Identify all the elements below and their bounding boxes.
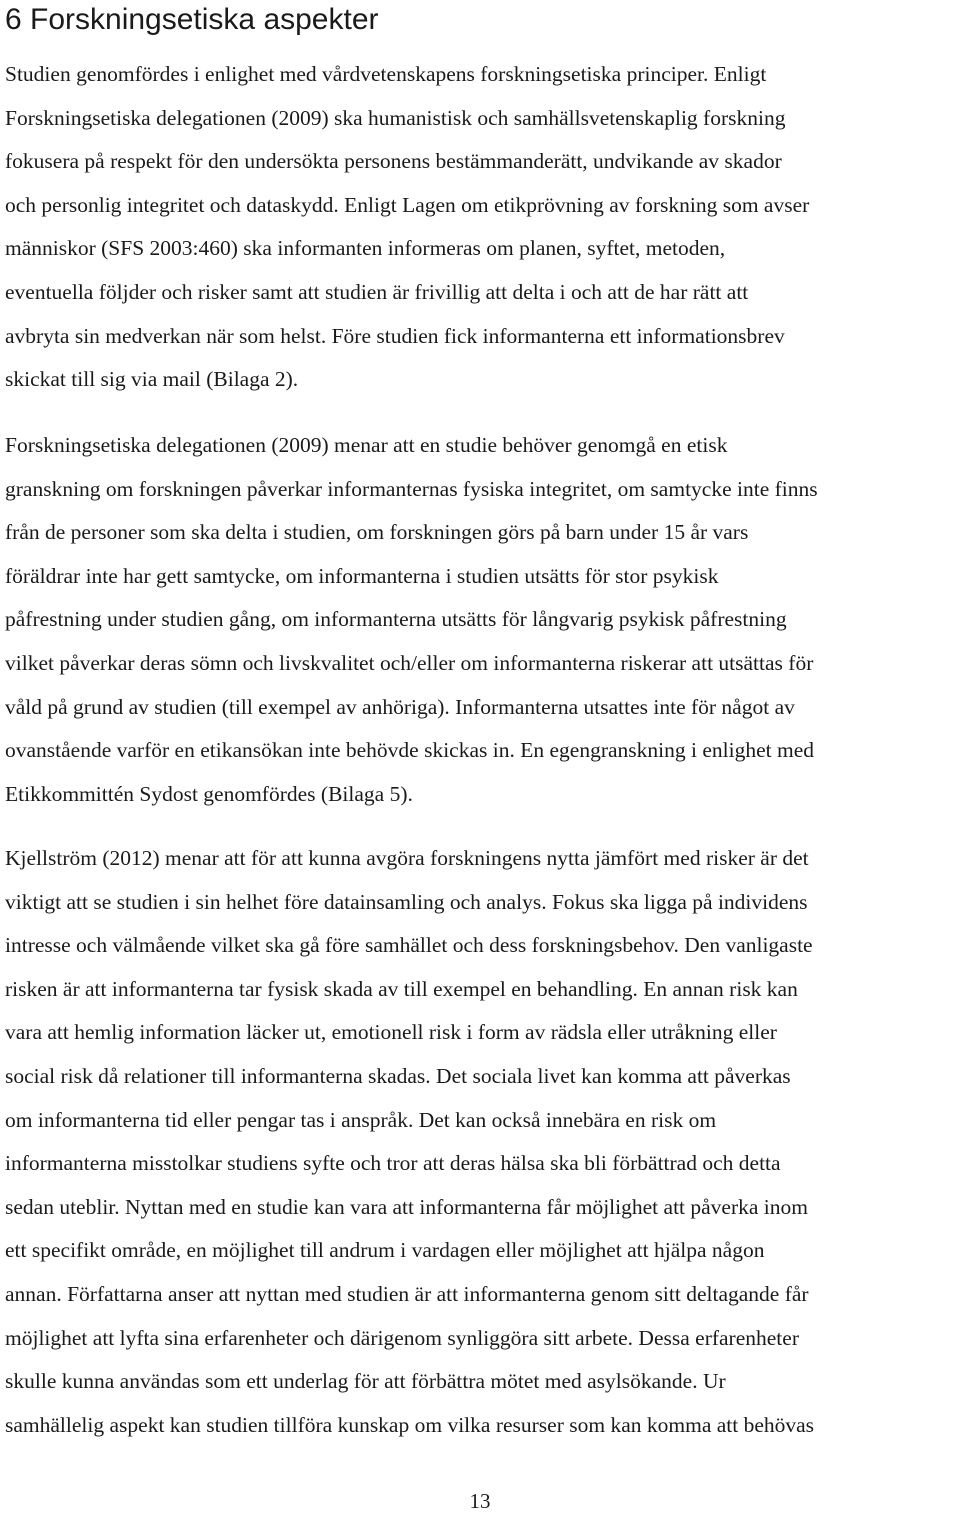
text-line: Forskningsetiska delegationen (2009) menar att en studie behöver genomgå en etisk <box>5 433 728 457</box>
text-line: avbryta sin medverkan när som helst. Före studien fick informanterna ett informationsbrev <box>5 323 785 348</box>
text-line: våld på grund av studien (till exempel av anhöriga). Informanterna utsattes inte för något av <box>5 694 795 719</box>
text-line: viktigt att se studien i sin helhet före datainsamling och analys. Fokus ska ligga på individens <box>5 889 808 914</box>
text-line: och personlig integritet och dataskydd. Enligt Lagen om etikprövning av forskning som avser <box>5 192 810 217</box>
text-line: Etikkommittén Sydost genomfördes (Bilaga 5). <box>5 781 413 806</box>
text-line: ovanstående varför en etikansökan inte behövde skickas in. En egengranskning i enlighet med <box>5 738 814 763</box>
text-line: påfrestning under studien gång, om informanterna utsätts för långvarig psykisk påfrestning <box>5 607 787 632</box>
text-line: vilket påverkar deras sömn och livskvalitet och/eller om informanterna riskerar att utsättas för <box>5 650 814 675</box>
text-line: om informanterna tid eller pengar tas i anspråk. Det kan också innebära en risk om <box>5 1107 717 1132</box>
text-line: sedan uteblir. Nyttan med en studie kan vara att informanterna får möjlighet att påverka inom <box>5 1194 808 1219</box>
text-line: risken är att informanterna tar fysisk skada av till exempel en behandling. En annan risk kan <box>5 976 798 1001</box>
text-line: annan. Författarna anser att nyttan med studien är att informanterna genom sitt deltagande får <box>5 1281 809 1306</box>
text-line: från de personer som ska delta i studien, om forskningen görs på barn under 15 år vars <box>5 520 749 545</box>
section-heading: 6 Forskningsetiska aspekter <box>5 3 379 36</box>
text-line: intresse och välmående vilket ska gå före samhället och dess forskningsbehov. Den vanligaste <box>5 933 813 958</box>
text-line: fokusera på respekt för den undersökta personens bestämmanderätt, undvikande av skador <box>5 149 782 174</box>
text-line: Forskningsetiska delegationen (2009) ska humanistisk och samhällsvetenskaplig forskning <box>5 105 786 130</box>
paragraph-ethical-review <box>5 424 960 816</box>
paragraph-ethics-principles <box>5 53 960 402</box>
text-line: informanterna misstolkar studiens syfte och tror att deras hälsa ska bli förbättrad och detta <box>5 1151 781 1176</box>
text-line: samhällelig aspekt kan studien tillföra kunskap om vilka resurser som kan komma att behövas <box>5 1412 815 1437</box>
page-number: 13 <box>469 1489 491 1513</box>
text-line: människor (SFS 2003:460) ska informanten informeras om planen, syftet, metoden, <box>5 236 726 261</box>
text-line: granskning om forskningen påverkar informanternas fysiska integritet, om samtycke inte finns <box>5 476 818 501</box>
text-line: Kjellström (2012) menar att för att kunna avgöra forskningens nytta jämfört med risker är det <box>5 846 809 870</box>
text-line: vara att hemlig information läcker ut, emotionell risk i form av rädsla eller utråkning eller <box>5 1020 777 1045</box>
text-line: social risk då relationer till informanterna skadas. Det sociala livet kan komma att påverkas <box>5 1063 791 1088</box>
paragraph-risk-benefit <box>5 837 960 1447</box>
text-line: Studien genomfördes i enlighet med vårdvetenskapens forskningsetiska principer. Enligt <box>5 62 767 86</box>
text-line: ett specifikt område, en möjlighet till andrum i vardagen eller möjlighet att hjälpa någon <box>5 1238 765 1263</box>
text-line: möjlighet att lyfta sina erfarenheter och därigenom synliggöra sitt arbete. Dessa erfarenheter <box>5 1325 799 1350</box>
text-line: skickat till sig via mail (Bilaga 2). <box>5 367 299 392</box>
text-line: eventuella följder och risker samt att studien är frivillig att delta i och att de har rätt att <box>5 279 749 304</box>
text-line: föräldrar inte har gett samtycke, om informanterna i studien utsätts för stor psykisk <box>5 563 719 588</box>
text-line: skulle kunna användas som ett underlag för att förbättra mötet med asylsökande. Ur <box>5 1369 726 1394</box>
